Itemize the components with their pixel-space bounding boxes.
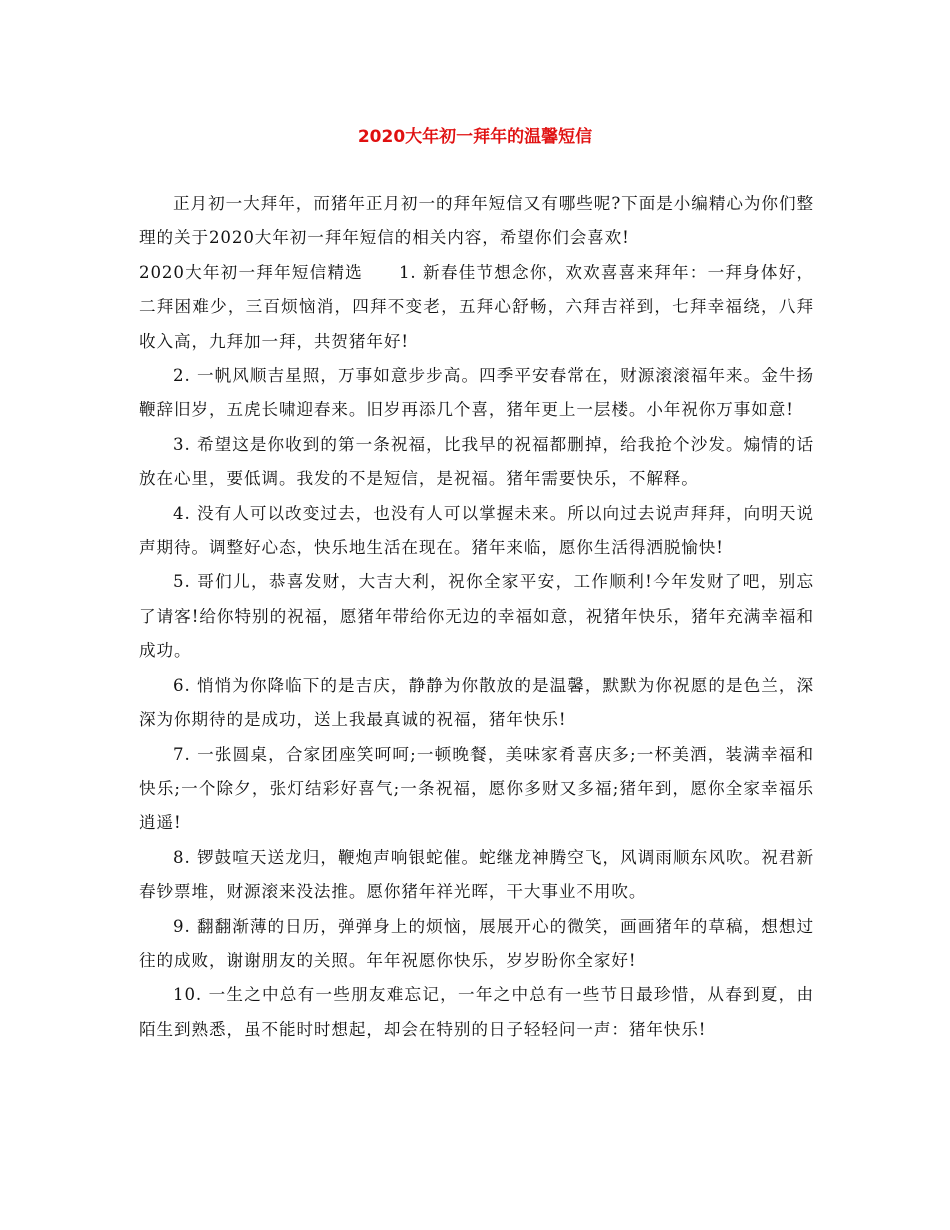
- list-item-2: 2. 一帆风顺吉星照，万事如意步步高。四季平安春常在，财源滚滚福年来。金牛扬鞭辞旧岁，五虎长啸迎春来。旧岁再添几个喜，猪年更上一层楼。小年祝你万事如意!: [139, 366, 814, 420]
- list-item-5: 5. 哥们儿，恭喜发财，大吉大利，祝你全家平安，工作顺利!今年发财了吧，别忘了请客!给你特别的祝福，愿猪年带给你无边的幸福如意，祝猪年快乐，猪年充满幸福和成功。: [139, 572, 814, 661]
- document-title: 2020大年初一拜年的温馨短信: [357, 127, 593, 147]
- list-item-8: 8. 锣鼓喧天送龙归，鞭炮声响银蛇催。蛇继龙神腾空飞，风调雨顺东风吹。祝君新春钞票堆，财源滚来没法推。愿你猪年祥光晖，干大事业不用吹。: [139, 847, 814, 902]
- document-body: [139, 187, 814, 1047]
- list-item-6: 6. 悄悄为你降临下的是吉庆，静静为你散放的是温馨，默默为你祝愿的是色兰，深深为你期待的是成功，送上我最真诚的祝福，猪年快乐!: [139, 675, 814, 730]
- list-item-7: 7. 一张圆桌，合家团座笑呵呵;一顿晚餐，美味家肴喜庆多;一杯美酒，装满幸福和快乐;一个除夕，张灯结彩好喜气;一条祝福，愿你多财又多福;猪年到，愿你全家幸福乐逍遥!: [139, 744, 814, 833]
- list-item-9: 9. 翻翻渐薄的日历，弹弹身上的烦恼，展展开心的微笑，画画猪年的草稿，想想过往的成败，谢谢朋友的关照。年年祝愿你快乐，岁岁盼你全家好!: [139, 916, 814, 970]
- list-item-4: 4. 没有人可以改变过去，也没有人可以掌握未来。所以向过去说声拜拜，向明天说声期待。调整好心态，快乐地生活在现在。猪年来临，愿你生活得洒脱愉快!: [139, 503, 814, 558]
- list-item-1: 1. 新春佳节想念你，欢欢喜喜来拜年：一拜身体好，二拜困难少，三百烦恼消，四拜不变老，五拜心舒畅，六拜吉祥到，七拜幸福绕，八拜收入高，九拜加一拜，共贺猪年好!: [139, 262, 814, 351]
- intro-paragraph: 正月初一大拜年，而猪年正月初一的拜年短信又有哪些呢?下面是小编精心为你们整理的关于2020大年初一拜年短信的相关内容，希望你们会喜欢!: [139, 194, 814, 248]
- section-paragraph: [139, 256, 814, 359]
- list-item-3: 3. 希望这是你收到的第一条祝福，比我早的祝福都删掉，给我抢个沙发。煽情的话放在心里，要低调。我发的不是短信，是祝福。猪年需要快乐，不解释。: [139, 434, 814, 489]
- list-item-10: 10. 一生之中总有一些朋友难忘记，一年之中总有一些节日最珍惜，从春到夏，由陌生到熟悉，虽不能时时想起，却会在特别的日子轻轻问一声：猪年快乐!: [139, 985, 814, 1039]
- section-heading: 2020大年初一拜年短信精选: [139, 262, 363, 282]
